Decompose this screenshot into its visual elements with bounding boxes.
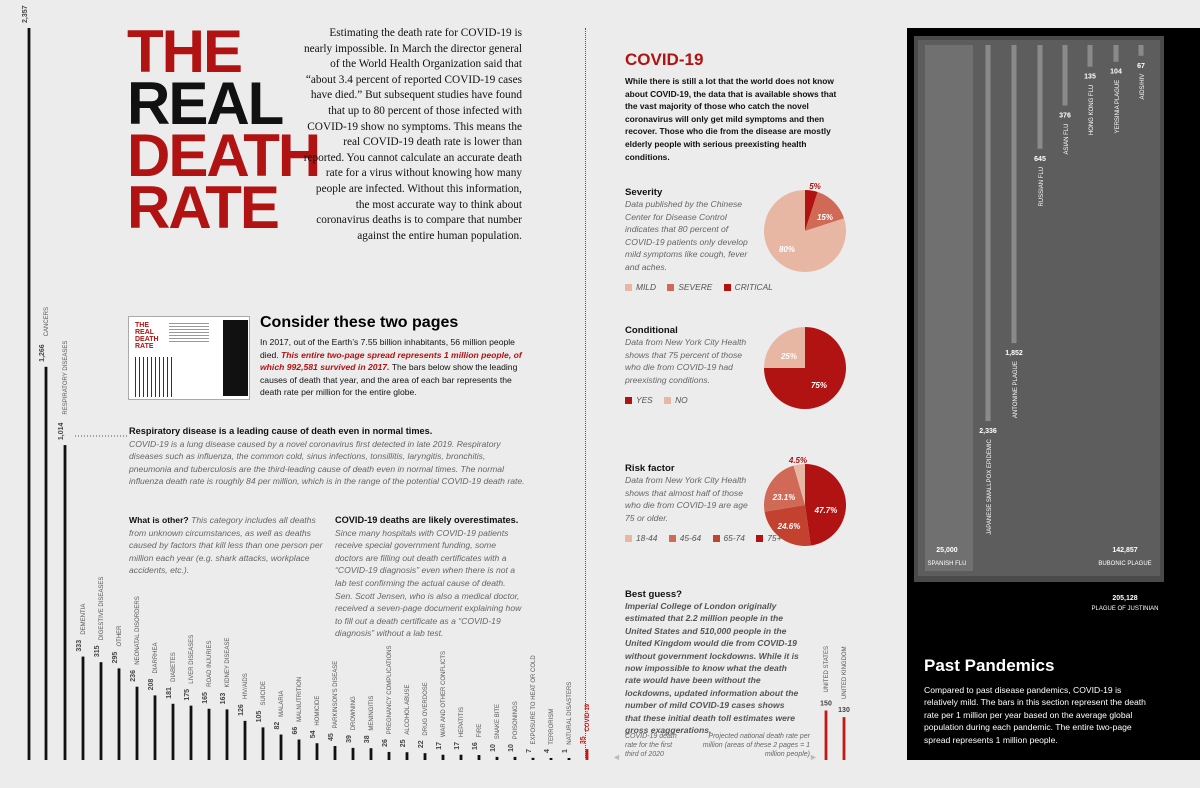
bar-pregnancy-complications — [388, 752, 391, 760]
pie-2-label-65-74: 24.6% — [777, 522, 801, 531]
category-label-meningitis: MENINGITIS — [369, 695, 375, 731]
bar-united-kingdom — [843, 717, 846, 760]
consider-text-part2: The bars below show the leading causes of death that year, and the area of each bar represents the death rate per million for the entire globe. — [260, 362, 518, 398]
value-label-meningitis: 38 — [364, 735, 371, 744]
bar-dementia — [82, 657, 85, 760]
title-line-3: DEATH — [127, 122, 320, 189]
value-label-terrorism: 4 — [544, 749, 551, 753]
projected-caption: Projected national death rate per million (areas of these 2 pages = 1 million people) — [702, 733, 810, 758]
category-label-poisonings: POISONINGS — [513, 701, 519, 740]
best-guess-body: Imperial College of London originally estimated that 2.2 million people in the United States and 510,000 people in the United Kingdom would die from COVID-19 without government lockdowns. While it is now impossible to know what the death rate would have been without the lockdowns, updated information about the number of mild COVID-19 cases shows that these initial death toll estimates were gross exaggerations. — [625, 601, 799, 736]
covid-caption: COVID-19 death rate for the first third of 2020 — [625, 733, 677, 758]
category-label-covid-19: COVID-19 — [585, 703, 591, 732]
value-label-russian-flu: 645 — [1034, 155, 1046, 163]
value-label-united-kingdom: 130 — [838, 707, 850, 715]
bar-antonine-plague — [1012, 45, 1017, 343]
legend-label-45-64: 45-64 — [679, 533, 702, 543]
value-label-alcohol-abuse: 25 — [400, 739, 407, 748]
value-label-suicide: 105 — [256, 710, 263, 723]
category-label-malnutrition: MALNUTRITION — [297, 676, 303, 722]
pie-1-label-no: 25% — [780, 352, 798, 361]
pie-0-label-critical: 5% — [809, 182, 821, 191]
category-label-diabetes: DIABETES — [171, 652, 177, 682]
value-label-liver-diseases: 175 — [184, 688, 191, 701]
bar-exposure-to-heat-or-cold — [532, 758, 535, 760]
bar-russian-flu — [1038, 45, 1043, 149]
category-label-aids-hiv: AIDS/HIV — [1140, 73, 1146, 100]
value-label-plague-of-justinian: 205,128 — [1112, 595, 1138, 602]
value-label-respiratory-diseases: 1,014 — [58, 422, 65, 441]
pie-1-label-yes: 75% — [810, 381, 828, 390]
value-label-war-and-other-conflicts: 17 — [436, 741, 443, 750]
value-label-poisonings: 10 — [508, 744, 515, 752]
bar-asian-flu — [1063, 45, 1068, 106]
respiratory-body: COVID-19 is a lung disease caused by a novel coronavirus first detected in late 2019. Respiratory diseases such as influenza, the common cold, sinus infections, tonsillitis, laryngitis, bronchitis, pneumonia and tuberculosis are the third-leading cause of death even in normal times. The normal influenza death rate is roughly 84 per million, which is in the range of the potential COVID-19 death rate. — [129, 438, 525, 487]
category-label-spanish-flu: SPANISH FLU — [927, 561, 967, 567]
value-label-cancers: 1,266 — [39, 344, 46, 362]
category-label-natural-disasters: NATURAL DISASTERS — [567, 681, 573, 745]
category-label-liver-diseases: LIVER DISEASES — [189, 634, 195, 684]
bar-hepatitis — [460, 755, 463, 760]
bar-poisonings — [514, 757, 517, 760]
legend-label-severe: SEVERE — [678, 282, 713, 292]
legend-label-no: NO — [675, 395, 688, 405]
category-label-respiratory-diseases: RESPIRATORY DISEASES — [63, 340, 69, 415]
pie-2-label-18-44: 4.5% — [788, 456, 808, 465]
past-pandemics-heading: Past Pandemics — [924, 656, 1055, 675]
category-label-parkinson-s-disease: PARKINSON'S DISEASE — [333, 660, 339, 729]
projected-chart — [820, 646, 850, 760]
bar-respiratory-diseases — [64, 445, 67, 760]
legend-label-75-plus: 75+ — [767, 533, 782, 543]
value-label-hepatitis: 17 — [454, 741, 461, 750]
bar-parkinson-s-disease — [334, 746, 337, 760]
consider-text-highlight: This entire two-page spread represents 1 million people, of which 992,581 survived in 2017. — [260, 349, 522, 373]
value-label-covid-19: 35 — [580, 736, 587, 745]
bar-kidney-disease — [226, 709, 229, 760]
risk-heading: Risk factor — [625, 463, 675, 474]
bar-liver-diseases — [190, 706, 193, 760]
category-label-kidney-disease: KIDNEY DISEASE — [225, 637, 231, 688]
category-label-neonatal-disorders: NEONATAL DISORDERS — [135, 596, 141, 665]
title-line-4: RATE — [127, 174, 278, 241]
category-label-malaria: MALARIA — [279, 690, 285, 717]
respiratory-heading: Respiratory disease is a leading cause of death even in normal times. — [129, 426, 433, 436]
legend-label-critical: CRITICAL — [734, 282, 773, 292]
bar-digestive-diseases — [100, 662, 103, 760]
category-label-russian-flu: RUSSIAN FLU — [1039, 166, 1045, 207]
category-label-diarrhea: DIARRHEA — [153, 642, 159, 674]
pie-1-slice-no — [764, 327, 805, 368]
bar-snake-bite — [496, 757, 499, 760]
bar-hiv-aids — [244, 721, 247, 760]
bar-aids-hiv — [1139, 45, 1144, 56]
bar-japanese-smallpox-epidemic — [986, 45, 991, 421]
value-label-japanese-smallpox-epidemic: 2,336 — [979, 428, 997, 436]
category-label-hong-kong-flu: HONG KONG FLU — [1089, 84, 1095, 136]
category-label-other: OTHER — [117, 625, 123, 647]
category-label-road-injuries: ROAD INJURIES — [207, 640, 213, 687]
bar-neonatal-disorders — [136, 687, 139, 760]
other-heading: What is other? — [129, 515, 189, 525]
category-label-hepatitis: HEPATITIS — [459, 706, 465, 738]
value-label-drug-overdose: 22 — [418, 740, 425, 749]
severity-heading: Severity — [625, 187, 663, 198]
pie-2-label-45-64: 23.1% — [772, 493, 796, 502]
category-label-war-and-other-conflicts: WAR AND OTHER CONFLICTS — [441, 650, 447, 738]
value-label-hiv-aids: 126 — [238, 704, 245, 716]
category-label-dementia: DEMENTIA — [81, 603, 87, 635]
bar-suicide — [262, 727, 265, 760]
category-label-japanese-smallpox-epidemic: JAPANESE SMALLPOX EPIDEMIC — [987, 439, 993, 535]
bar-alcohol-abuse — [406, 752, 409, 760]
title-line-1: THE — [127, 18, 241, 85]
category-label-snake-bite: SNAKE BITE — [495, 703, 501, 740]
category-label-hiv-aids: HIV/AIDS — [243, 673, 249, 699]
bar-diabetes — [172, 704, 175, 760]
value-label-antonine-plague: 1,852 — [1005, 350, 1023, 358]
legend-label-18-44: 18-44 — [636, 533, 658, 543]
bar-diarrhea — [154, 695, 157, 760]
value-label-diabetes: 181 — [166, 687, 173, 699]
value-label-aids-hiv: 67 — [1137, 62, 1145, 70]
value-label-fire: 16 — [472, 742, 479, 751]
pie-2-slice-75 — [805, 464, 846, 546]
category-label-antonine-plague: ANTONINE PLAGUE — [1013, 361, 1019, 419]
left-arrow-icon: ◄ — [612, 752, 621, 762]
value-label-other: 295 — [112, 651, 119, 664]
pie-0-label-severe: 15% — [816, 213, 834, 222]
pie-charts — [764, 182, 846, 546]
value-label-dementia: 333 — [76, 639, 83, 652]
value-label-malaria: 82 — [274, 721, 281, 730]
consider-heading: Consider these two pages — [260, 314, 459, 331]
value-label-digestive-diseases: 315 — [94, 645, 101, 658]
bar-malnutrition — [298, 740, 301, 760]
value-label-cardiovascular-diseases: 2,357 — [22, 5, 29, 23]
value-label-asian-flu: 376 — [1059, 112, 1071, 120]
category-label-homicide: HOMICIDE — [315, 695, 321, 726]
bar-road-injuries — [208, 709, 211, 760]
pie-2-label-75: 47.7% — [814, 506, 838, 515]
category-label-yersinia-plague: YERSINIA PLAGUE — [1115, 79, 1121, 134]
best-guess-heading: Best guess? — [625, 589, 683, 600]
category-label-terrorism: TERRORISM — [549, 708, 555, 745]
value-label-neonatal-disorders: 236 — [130, 670, 137, 682]
legend-label-65-74: 65-74 — [723, 533, 745, 543]
value-label-diarrhea: 208 — [148, 678, 155, 691]
other-body: This category includes all deaths from unknown circumstances, as well as deaths caused by factors that kill less than one person per million each year (e.g. shark attacks, workplace accidents, etc.). — [129, 515, 323, 576]
bar-hong-kong-flu — [1088, 45, 1093, 67]
covid-intro: While there is still a lot that the world does not know about COVID-19, the data that is available shows that the vast majority of those who catch the novel coronavirus will only get mild symptoms and then recover. Those who die from the disease are mostly elderly people with serious preexisting health conditions. — [625, 76, 837, 162]
value-label-exposure-to-heat-or-cold: 7 — [526, 748, 533, 753]
right-arrow-icon: ► — [809, 752, 818, 762]
category-label-fire: FIRE — [477, 723, 483, 738]
value-label-spanish-flu: 25,000 — [936, 547, 958, 554]
bar-war-and-other-conflicts — [442, 755, 445, 760]
value-label-road-injuries: 165 — [202, 692, 209, 704]
covid-heading: COVID-19 — [625, 50, 704, 69]
value-label-bubonic-plague: 142,857 — [1112, 547, 1138, 554]
value-label-homicide: 54 — [310, 730, 317, 739]
value-label-united-states: 150 — [820, 700, 832, 708]
bar-terrorism — [550, 758, 553, 760]
legend-label-yes: YES — [636, 395, 653, 405]
value-label-kidney-disease: 163 — [220, 692, 227, 705]
bar-natural-disasters — [568, 758, 571, 760]
category-label-asian-flu: ASIAN FLU — [1064, 123, 1070, 155]
bar-yersinia-plague — [1114, 45, 1119, 62]
risk-body: Data from New York City Health shows that almost half of those who die from COVID-19 are age 75 or older. — [625, 475, 748, 523]
legend-label-mild: MILD — [636, 282, 657, 292]
past-pandemics-body: Compared to past disease pandemics, COVID-19 is relatively mild. The bars in this section represent the death rate per 1 million per year based on the average global population during each pandemic. The entire two-page spread represents 1 million people. — [924, 685, 1146, 745]
overestimate-body: Since many hospitals with COVID-19 patients receive special government funding, some doctors are filling out death certificates with a “COVID-19 diagnosis” even when there is not a lab test confirming the actual cause of death. Sen. Scott Jensen, who is also a medical doctor, received a seven-page document explaining how to fill out a death certificate as a “COVID-19 diagnosis” without a lab test. — [335, 527, 522, 639]
bar-cardiovascular-diseases — [28, 28, 31, 760]
bar-cancers — [45, 367, 48, 760]
bar-other — [118, 668, 121, 760]
title-line-2: REAL — [127, 70, 283, 137]
category-label-united-states: UNITED STATES — [824, 646, 830, 693]
conditional-heading: Conditional — [625, 325, 678, 336]
value-label-natural-disasters: 1 — [562, 749, 569, 753]
pandemics-chart — [914, 36, 1164, 612]
category-label-suicide: SUICIDE — [261, 681, 267, 706]
value-label-pregnancy-complications: 26 — [382, 739, 389, 747]
bar-covid-19 — [586, 749, 589, 760]
bar-homicide — [316, 743, 319, 760]
value-label-parkinson-s-disease: 45 — [328, 733, 335, 742]
value-label-yersinia-plague: 104 — [1110, 68, 1122, 76]
consider-text-part1: In 2017, out of the Earth’s 7.55 billion inhabitants, 56 million people died. — [260, 337, 515, 360]
value-label-hong-kong-flu: 135 — [1084, 73, 1096, 81]
intro-text: Estimating the death rate for COVID-19 is nearly impossible. In March the director general of the World Health Organization said that “about 3.4 percent of reported COVID-19 cases have died.” But subsequent studies have found that up to 80 percent of those infected with COVID-19 show no symptoms. This means the real COVID-19 death rate is lower than reported. You cannot calculate an accurate death rate for a virus without knowing how many people are infected. Without this information, the most accurate way to think about coronavirus deaths is to compare that number against the entire human population. — [303, 27, 522, 242]
bar-meningitis — [370, 748, 373, 760]
bar-united-states — [825, 711, 828, 761]
value-label-malnutrition: 66 — [292, 726, 299, 735]
bar-fire — [478, 755, 481, 760]
bar-drowning — [352, 748, 355, 760]
category-label-exposure-to-heat-or-cold: EXPOSURE TO HEAT OR COLD — [531, 655, 537, 745]
causes-chart — [22, 0, 591, 760]
category-label-plague-of-justinian: PLAGUE OF JUSTINIAN — [1091, 606, 1159, 612]
thumbnail-title: THE REAL DEATH RATE — [135, 322, 159, 350]
bar-malaria — [280, 735, 283, 760]
pie-0-label-mild: 80% — [778, 245, 796, 254]
overestimate-heading: COVID-19 deaths are likely overestimates. — [335, 515, 519, 525]
category-label-united-kingdom: UNITED KINGDOM — [842, 646, 848, 700]
bar-drug-overdose — [424, 753, 427, 760]
category-label-cancers: CANCERS — [44, 306, 50, 337]
category-label-bubonic-plague: BUBONIC PLAGUE — [1098, 561, 1152, 567]
value-label-drowning: 39 — [346, 735, 353, 743]
category-label-digestive-diseases: DIGESTIVE DISEASES — [99, 576, 105, 641]
category-label-pregnancy-complications: PREGNANCY COMPLICATIONS — [387, 645, 393, 735]
category-label-drug-overdose: DRUG OVERDOSE — [423, 682, 429, 736]
bar-spanish-flu — [925, 45, 973, 571]
severity-body: Data published by the Chinese Center for Disease Control indicates that 80 percent of COVID-19 patients only develop mild symptoms like cough, fever and aches. — [625, 199, 748, 272]
conditional-body: Data from New York City Health shows that 75 percent of those who die from COVID-19 had preexisting conditions. — [625, 337, 747, 385]
value-label-snake-bite: 10 — [490, 744, 497, 752]
category-label-alcohol-abuse: ALCOHOL ABUSE — [405, 684, 411, 735]
category-label-drowning: DROWNING — [351, 696, 357, 731]
